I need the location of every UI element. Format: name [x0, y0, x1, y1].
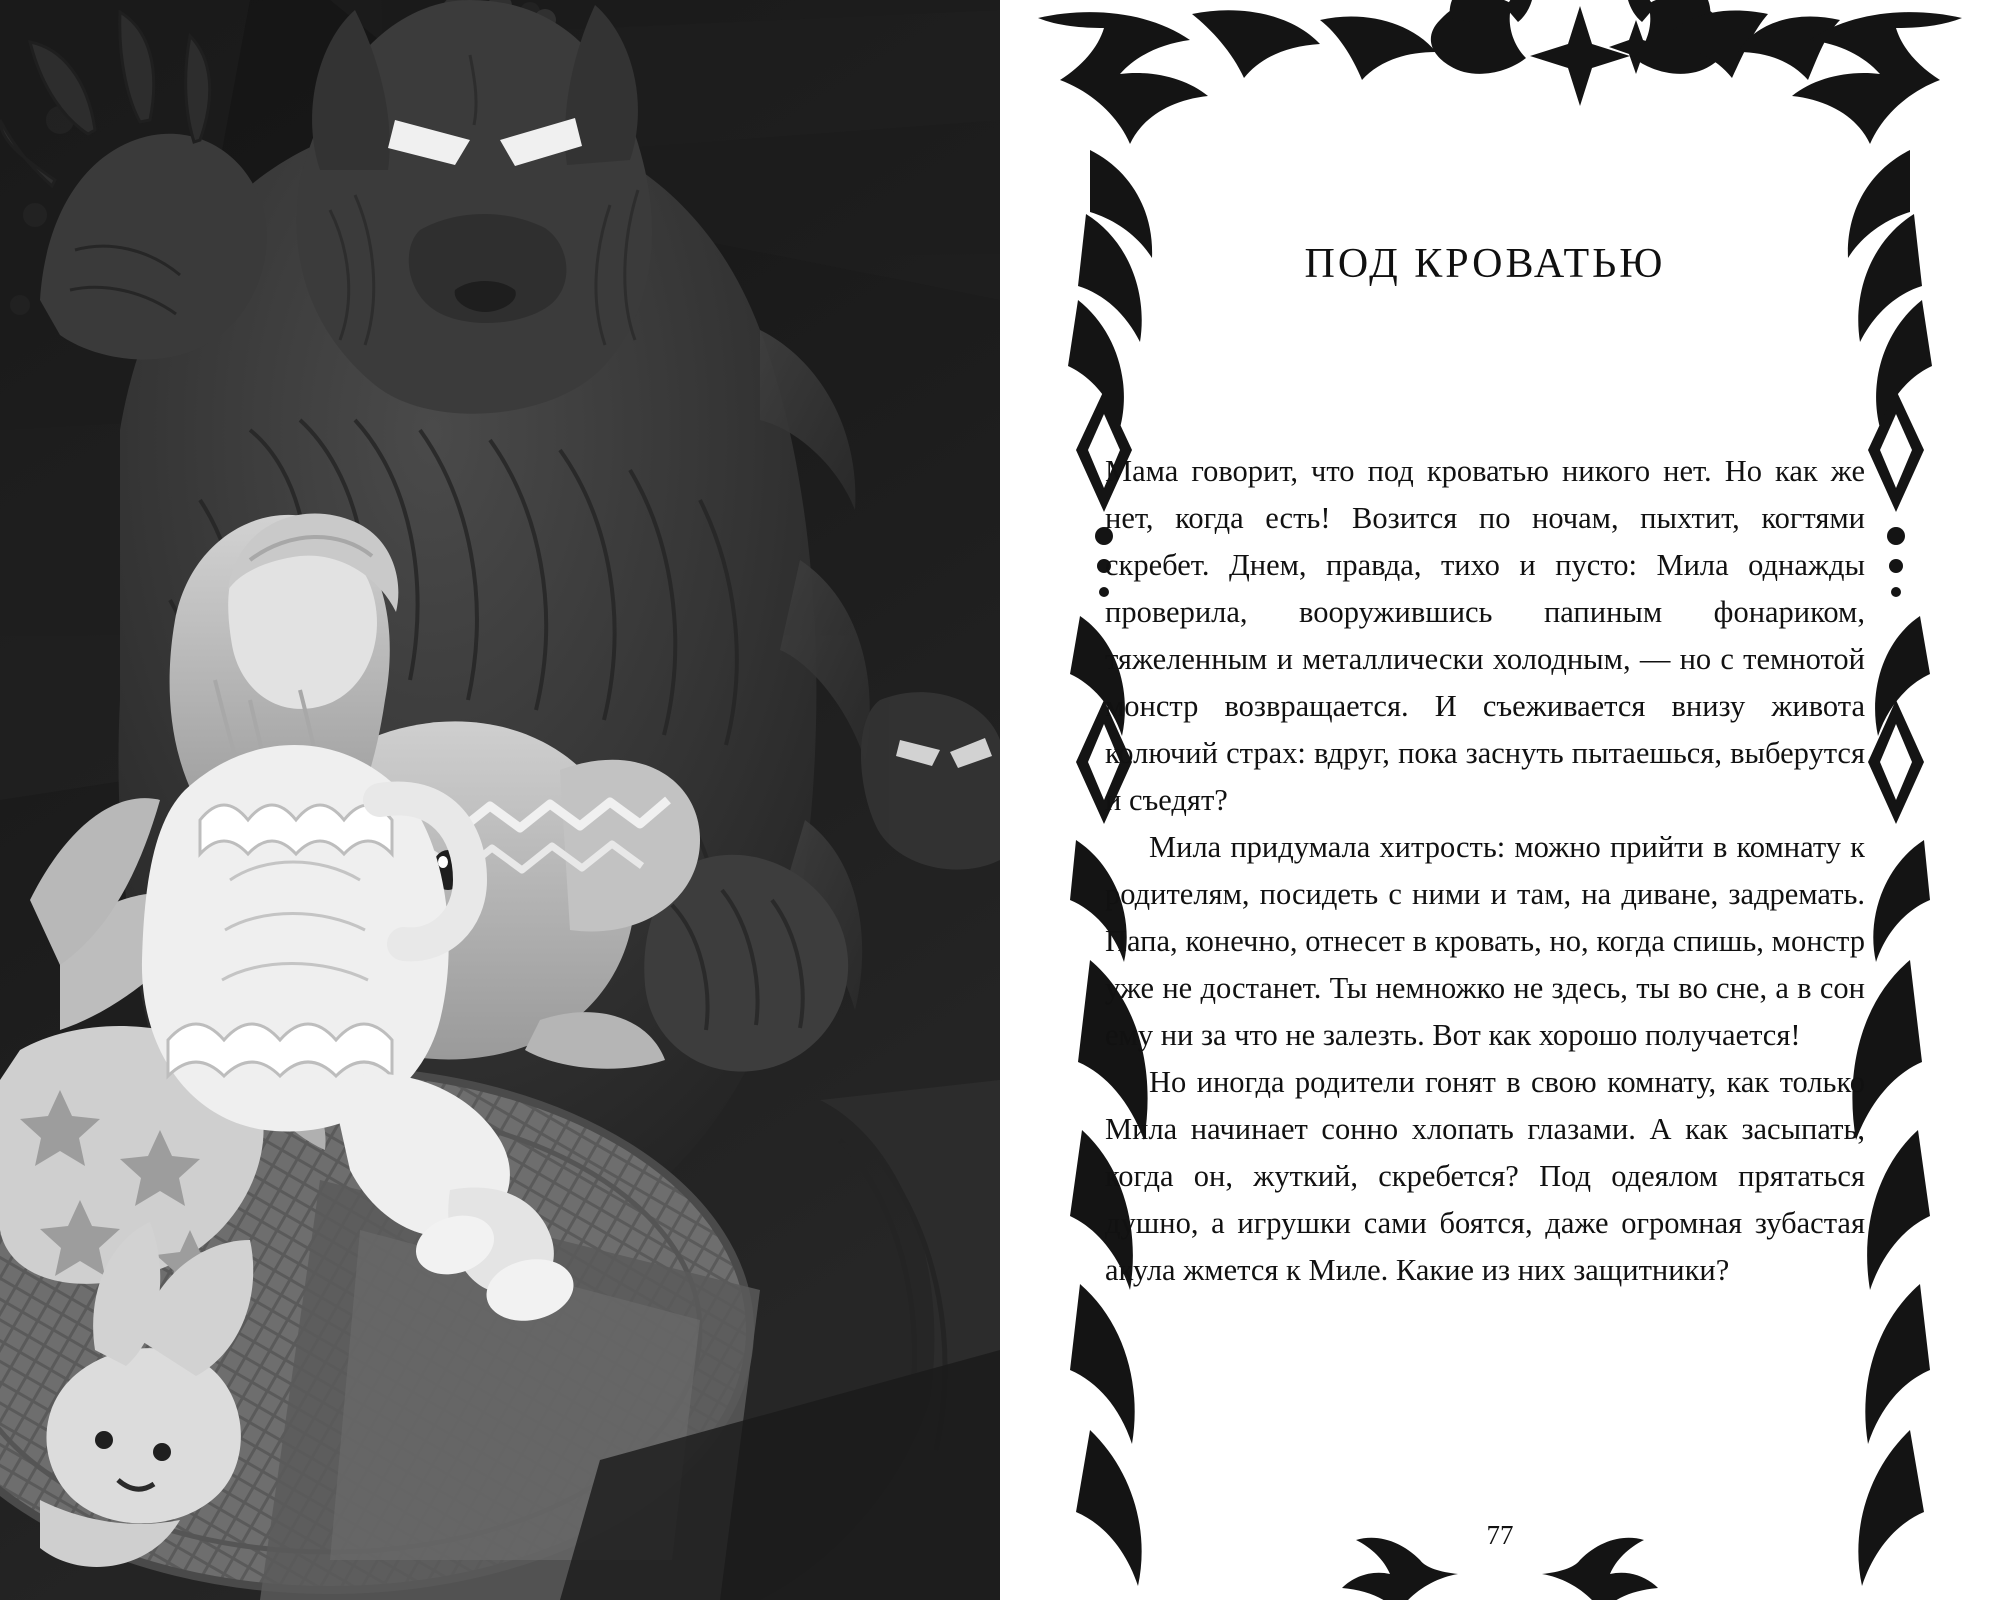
chapter-content — [1105, 240, 1865, 1294]
frame-top-ornament — [1038, 0, 1962, 144]
paragraph-1: Мама говорит, что под кроватью никого нет. Но как же нет, когда есть! Возится по ночам, пыхтит, когтями скребет. Днем, правда, тихо и пусто: Мила однажды проверила, вооружившись папиным фонариком, тяжеленным и металлически холодным, — но с темнотой монстр возвращается. И съеживается внизу живота колючий страх: вдруг, пока заснуть пытаешься, выберутся и съедят? — [1105, 454, 1865, 817]
paragraph-3: Но иногда родители гонят в свою комнату, как только Мила начинает сонно хлопать глазами. А как засыпать, когда он, жуткий, скребется? Под одеялом прятаться душно, а игрушки сами боятся, даже огромная зубастая акула жмется к Миле. Какие из них защитники? — [1105, 1065, 1865, 1287]
paragraph-2: Мила придумала хитрость: можно прийти в комнату к родителям, посидеть с ними и там, на диване, задремать. Папа, конечно, отнесет в кровать, но, когда спишь, монстр уже не достанет. Ты немножко не здесь, ты во сне, а в сон ему ни за что не залезть. Вот как хорошо получается! — [1105, 830, 1865, 1052]
page-number: 77 — [1486, 1520, 1514, 1550]
page-title: ПОД КРОВАТЬЮ — [1304, 241, 1666, 287]
right-page — [1000, 0, 2000, 1600]
body-text — [1105, 448, 1865, 1294]
